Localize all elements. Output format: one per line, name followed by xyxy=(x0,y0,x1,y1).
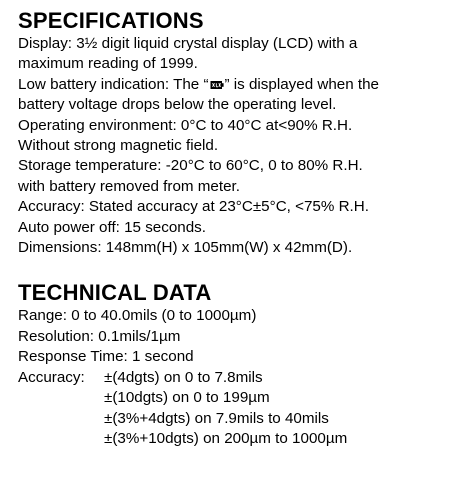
operating-environment-line-2: Without strong magnetic field. xyxy=(18,137,219,155)
display-spec-line-2: maximum reading of 1999. xyxy=(18,55,198,73)
technical-accuracy-value-2: ±(10dgts) on 0 to 199µm xyxy=(104,389,270,407)
response-time-spec: Response Time: 1 second xyxy=(18,348,194,366)
low-battery-spec-line-1 xyxy=(18,75,466,95)
low-battery-icon xyxy=(210,80,224,90)
dimensions-spec: Dimensions: 148mm(H) x 105mm(W) x 42mm(D). xyxy=(18,239,353,257)
technical-accuracy-value-4: ±(3%+10dgts) on 200µm to 1000µm xyxy=(104,429,348,447)
document-page xyxy=(18,8,466,449)
technical-accuracy-value-1: ±(4dgts) on 0 to 7.8mils xyxy=(104,368,263,386)
technical-accuracy-block xyxy=(18,368,466,450)
auto-power-off-spec: Auto power off: 15 seconds. xyxy=(18,218,206,236)
technical-data-heading: TECHNICAL DATA xyxy=(18,280,212,306)
resolution-spec: Resolution: 0.1mils/1µm xyxy=(18,327,181,345)
low-battery-text-before: Low battery indication: The “ xyxy=(18,75,209,93)
display-spec-line-1: Display: 3½ digit liquid crystal display (LCD) with a xyxy=(18,35,358,52)
operating-environment-line-1: Operating environment: 0°C to 40°C at<90% R.H. xyxy=(18,116,353,134)
low-battery-spec-line-2: battery voltage drops below the operating level. xyxy=(18,96,337,114)
accuracy-spec: Accuracy: Stated accuracy at 23°C±5°C, <75% R.H. xyxy=(18,198,369,216)
technical-accuracy-value-3: ±(3%+4dgts) on 7.9mils to 40mils xyxy=(104,409,329,427)
technical-accuracy-values xyxy=(104,368,347,450)
specifications-heading: SPECIFICATIONS xyxy=(18,8,204,33)
range-spec: Range: 0 to 40.0mils (0 to 1000µm) xyxy=(18,307,257,325)
storage-temperature-line-2: with battery removed from meter. xyxy=(18,177,240,195)
low-battery-text-after: ” is displayed when the xyxy=(224,75,380,93)
storage-temperature-line-1: Storage temperature: -20°C to 60°C, 0 to 80% R.H. xyxy=(18,157,363,175)
technical-accuracy-label: Accuracy: xyxy=(18,368,85,386)
